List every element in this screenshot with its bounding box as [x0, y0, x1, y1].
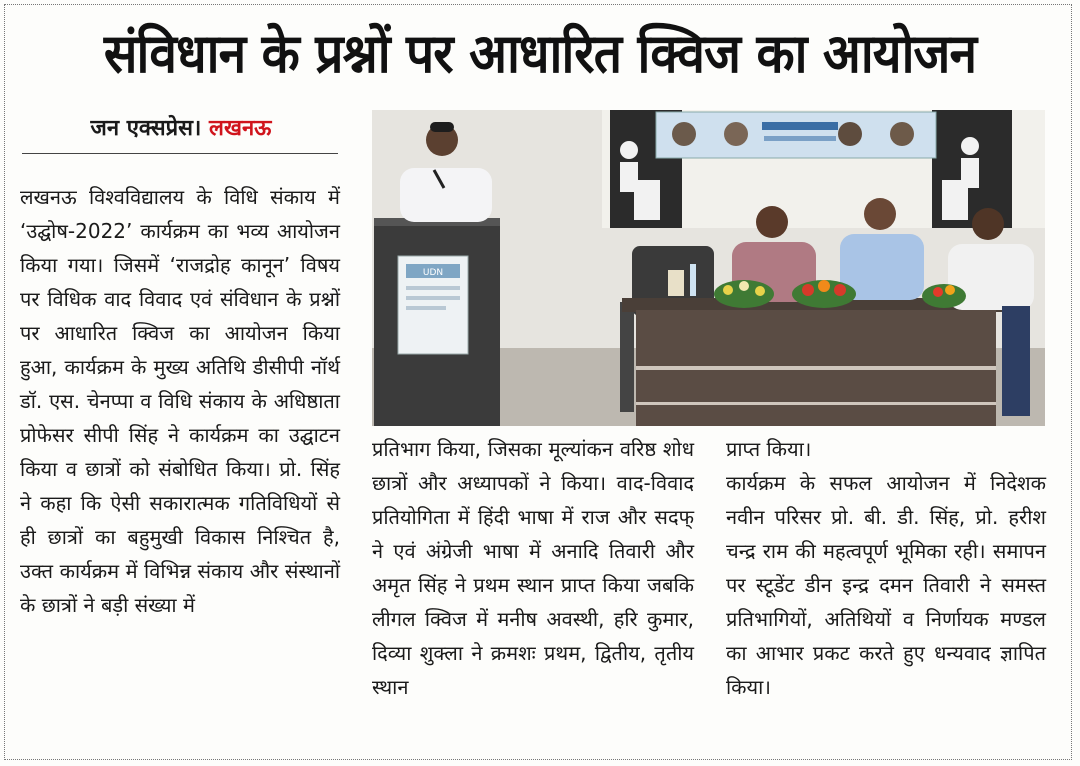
event-photo	[372, 110, 1045, 426]
article-column-3	[726, 432, 1046, 704]
byline-city: लखनऊ	[209, 116, 272, 141]
headline: संविधान के प्रश्नों पर आधारित क्विज का आयोजन	[103, 22, 977, 85]
article-col3-text: कार्यक्रम के सफल आयोजन में निदेशक नवीन परिसर प्रो. बी. डी. सिंह, प्रो. हरीश चन्द्र राम की महत्वपूर्ण भूमिका रही। समापन पर स्टूडेंट डीन इन्द्र दमन तिवारी ने समस्त प्रतिभागियों, अतिथियों व निर्णायक मण्डल का आभार प्रकट करते हुए धन्यवाद ज्ञापित किया।	[726, 471, 1046, 699]
article-column-1	[20, 180, 340, 622]
poster-label: UDN	[422, 268, 444, 278]
article-column-2	[372, 432, 694, 704]
article-col2-text: प्रतिभाग किया, जिसका मूल्यांकन वरिष्ठ शोध छात्रों और अध्यापकों ने किया। वाद-विवाद प्रतियोगिता में हिंदी भाषा में राज और सदफ् ने एवं अंग्रेजी भाषा में अनादि तिवारी और अमृत सिंह ने प्रथम स्थान प्राप्त किया जबकि लीगल क्विज में मनीष अवस्थी, हरि कुमार, दिव्या शुक्ला ने क्रमशः प्रथम, द्वितीय, तृतीय स्थान	[372, 437, 694, 699]
byline	[22, 112, 340, 142]
event-photo-illustration	[372, 110, 1045, 426]
byline-source: जन एक्सप्रेस।	[90, 116, 202, 141]
article-col3-line: प्राप्त किया।	[726, 437, 812, 461]
article-col1-text: लखनऊ विश्वविद्यालय के विधि संकाय में ‘उद्घोष-2022’ कार्यक्रम का भव्य आयोजन किया गया। जिसमें ‘राजद्रोह कानून’ विषय पर विधिक वाद विवाद एवं संविधान के प्रश्नों पर आधारित क्विज का आयोजन किया हुआ, कार्यक्रम के मुख्य अतिथि डीसीपी नॉर्थ डॉ. एस. चेनप्पा व विधि संकाय के अधिष्ठाता प्रोफेसर सीपी सिंह ने कार्यक्रम का उद्घाटन किया व छात्रों को संबोधित किया। प्रो. सिंह ने कहा कि ऐसी सकारात्मक गतिविधियों से ही छात्रों का बहुमुखी विकास निश्चित है, उक्त कार्यक्रम में विभिन्न संकाय और संस्थानों के छात्रों ने बड़ी संख्या में	[20, 185, 340, 617]
byline-rule	[22, 153, 338, 154]
